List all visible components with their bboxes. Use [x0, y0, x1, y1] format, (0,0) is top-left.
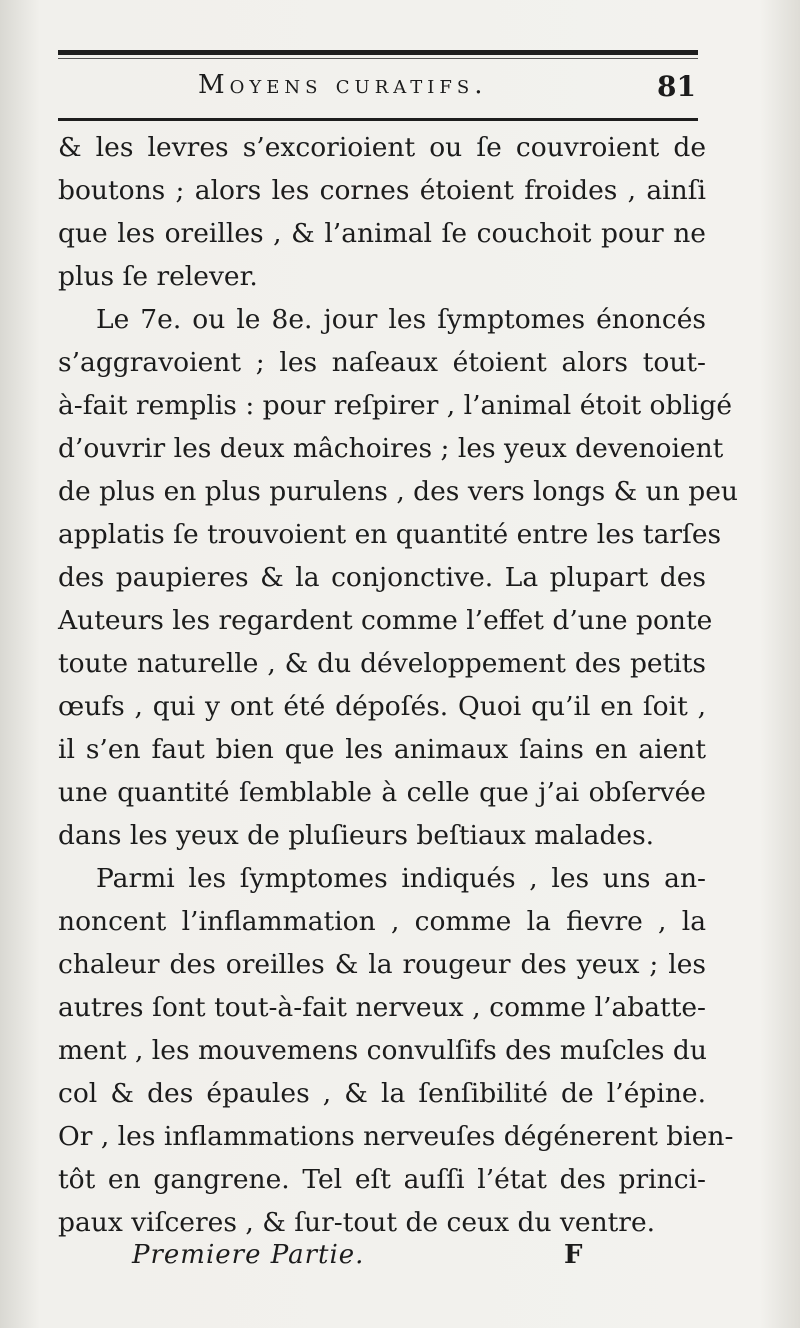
- signature-mark: F: [564, 1240, 583, 1270]
- running-head: [58, 64, 698, 108]
- text-line: boutons ; alors les cornes étoient froides , ainſi: [58, 175, 706, 206]
- text-line: chaleur des oreilles & la rougeur des yeux ; les: [58, 949, 706, 980]
- text-line: plus ſe relever.: [58, 261, 258, 292]
- text-line: à-fait remplis : pour reſpirer , l’animal étoit obligé: [58, 390, 733, 421]
- text-line: col & des épaules , & la ſenſibilité de l’épine.: [58, 1078, 706, 1109]
- text-line: noncent l’inflammation , comme la fievre , la: [58, 906, 706, 937]
- text-line: toute naturelle , & du développement des petits: [58, 648, 706, 679]
- top-rule: [58, 50, 698, 55]
- text-line: de plus en plus purulens , des vers longs & un peu: [58, 476, 738, 507]
- text-line: que les oreilles , & l’animal ſe couchoit pour ne: [58, 218, 706, 249]
- text-line: Auteurs les regardent comme l’effet d’une ponte: [58, 605, 713, 636]
- text-line: d’ouvrir les deux mâchoires ; les yeux devenoient: [58, 433, 724, 464]
- text-line: s’aggravoient ; les naſeaux étoient alors tout-: [58, 347, 706, 378]
- text-line: paux viſceres , & ſur-tout de ceux du ventre.: [58, 1207, 656, 1238]
- page-number: 81: [657, 70, 696, 103]
- header-rule: [58, 118, 698, 121]
- paragraph-start-line: Parmi les ſymptomes indiqués , les uns an-: [96, 863, 706, 894]
- text-line: & les levres s’excorioient ou ſe couvroient de: [58, 132, 706, 163]
- text-line: Or , les inflammations nerveuſes dégénerent bien-: [58, 1121, 734, 1152]
- text-line: applatis ſe trouvoient en quantité entre les tarſes: [58, 519, 722, 550]
- paragraph-start-line: Le 7e. ou le 8e. jour les ſymptomes énoncés: [96, 304, 706, 335]
- text-line: une quantité ſemblable à celle que j’ai obſervée: [58, 777, 706, 808]
- text-line: autres ſont tout-à-fait nerveux , comme l’abatte-: [58, 992, 706, 1023]
- running-head-title: Moyens curatifs.: [198, 70, 488, 100]
- top-rule-thin: [58, 58, 698, 59]
- signature-line: Premiere Partie.: [132, 1240, 365, 1270]
- text-line: il s’en faut bien que les animaux ſains en aient: [58, 734, 706, 765]
- page-footer: [58, 1240, 698, 1284]
- text-line: dans les yeux de pluſieurs beſtiaux malades.: [58, 820, 655, 851]
- text-line: des paupieres & la conjonctive. La plupart des: [58, 562, 706, 593]
- body-text: [58, 126, 738, 1244]
- text-line: ment , les mouvemens convulſifs des muſcles du: [58, 1035, 707, 1066]
- text-line: tôt en gangrene. Tel eſt auſſi l’état des princi-: [58, 1164, 706, 1195]
- text-line: œufs , qui y ont été dépoſés. Quoi qu’il en ſoit ,: [58, 691, 706, 722]
